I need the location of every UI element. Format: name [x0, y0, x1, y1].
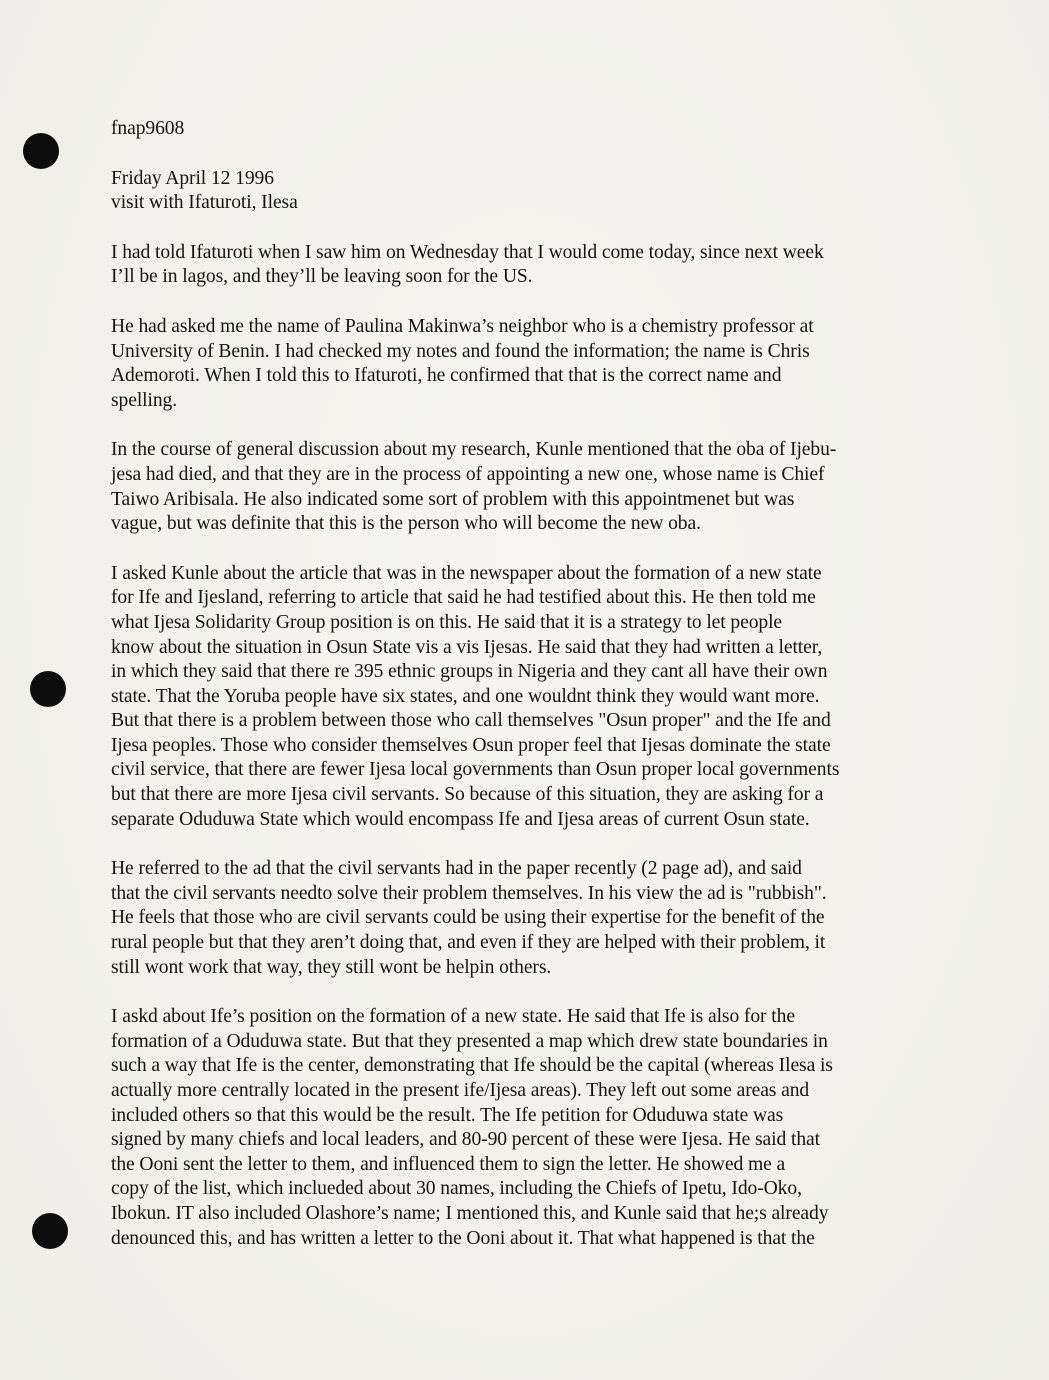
text-line: denounced this, and has written a letter to the Ooni about it. That what happened is that the [111, 1227, 815, 1249]
text-line: but that there are more Ijesa civil servants. So because of this situation, they are asking for a [111, 784, 824, 806]
text-line: separate Oduduwa State which would encompass Ife and Ijesa areas of current Osun state. [111, 808, 810, 830]
text-line: In the course of general discussion about my research, Kunle mentioned that the oba of Ijebu- [111, 439, 837, 461]
text-line: I’ll be in lagos, and they’ll be leaving soon for the US. [111, 266, 533, 288]
text-line: vague, but was definite that this is the person who will become the new oba. [111, 513, 701, 535]
text-line: He referred to the ad that the civil servants had in the paper recently (2 page ad), and said [111, 858, 802, 880]
text-line: signed by many chiefs and local leaders, and 80-90 percent of these were Ijesa. He said that [111, 1129, 820, 1151]
paragraph-6 [111, 1005, 941, 1251]
paragraph-1 [111, 241, 941, 290]
text-line: Ibokun. IT also included Olashore’s name; I mentioned this, and Kunle said that he;s already [111, 1202, 829, 1224]
text-line: I askd about Ife’s position on the formation of a new state. He said that Ife is also for the [111, 1006, 795, 1028]
document-id: fnap9608 [111, 118, 185, 139]
text-line: what Ijesa Solidarity Group position is on this. He said that it is a strategy to let people [111, 611, 783, 633]
text-line: spelling. [111, 389, 178, 411]
punch-hole [32, 1213, 68, 1249]
paragraph-5 [111, 857, 941, 980]
punch-hole [30, 671, 66, 707]
paragraph-4 [111, 562, 941, 833]
document-subject: visit with Ifaturoti, Ilesa [111, 192, 298, 214]
punch-hole [23, 133, 59, 169]
text-line: Ademoroti. When I told this to Ifaturoti, he confirmed that that is the correct name and [111, 365, 782, 387]
document-header [111, 167, 941, 216]
text-line: that the civil servants needto solve their problem themselves. In his view the ad is "rubbish". [111, 882, 827, 904]
text-line: But that there is a problem between those who call themselves "Osun proper" and the Ife and [111, 710, 831, 732]
text-line: the Ooni sent the letter to them, and influenced them to sign the letter. He showed me a [111, 1153, 786, 1175]
text-line: I had told Ifaturoti when I saw him on Wednesday that I would come today, since next week [111, 241, 824, 263]
text-line: jesa had died, and that they are in the process of appointing a new one, whose name is Chief [111, 463, 825, 485]
text-line: state. That the Yoruba people have six states, and one wouldnt think they would want more. [111, 685, 820, 707]
text-line: in which they said that there re 395 ethnic groups in Nigeria and they cant all have their own [111, 661, 828, 683]
text-line: He had asked me the name of Paulina Makinwa’s neighbor who is a chemistry professor at [111, 315, 814, 337]
document-body [111, 117, 941, 1276]
text-line: included others so that this would be the result. The Ife petition for Oduduwa state was [111, 1104, 784, 1126]
text-line: University of Benin. I had checked my notes and found the information; the name is Chris [111, 340, 810, 362]
text-line: copy of the list, which inclueded about 30 names, including the Chiefs of Ipetu, Ido-Oko, [111, 1178, 802, 1200]
text-line: I asked Kunle about the article that was in the newspaper about the formation of a new state [111, 562, 822, 584]
text-line: He feels that those who are civil servants could be using their expertise for the benefit of the [111, 907, 825, 929]
text-line: still wont work that way, they still wont be helpin others. [111, 956, 552, 978]
text-line: Taiwo Aribisala. He also indicated some sort of problem with this appointmenet but was [111, 488, 795, 510]
text-line: for Ife and Ijesland, referring to article that said he had testified about this. He then told me [111, 587, 816, 609]
paragraph-2 [111, 315, 941, 413]
text-line: Ijesa peoples. Those who consider themselves Osun proper feel that Ijesas dominate the state [111, 734, 831, 756]
text-line: civil service, that there are fewer Ijesa local governments than Osun proper local governments [111, 759, 840, 781]
text-line: know about the situation in Osun State vis a vis Ijesas. He said that they had written a letter, [111, 636, 823, 658]
document-date: Friday April 12 1996 [111, 167, 274, 189]
text-line: rural people but that they aren’t doing that, and even if they are helped with their problem, it [111, 932, 826, 954]
text-line: formation of a Oduduwa state. But that they presented a map which drew state boundaries in [111, 1030, 828, 1052]
text-line: actually more centrally located in the present ife/Ijesa areas). They left out some areas and [111, 1080, 810, 1101]
text-line: such a way that Ife is the center, demonstrating that Ife should be the capital (whereas Ilesa is [111, 1055, 833, 1077]
paragraph-3 [111, 438, 941, 536]
